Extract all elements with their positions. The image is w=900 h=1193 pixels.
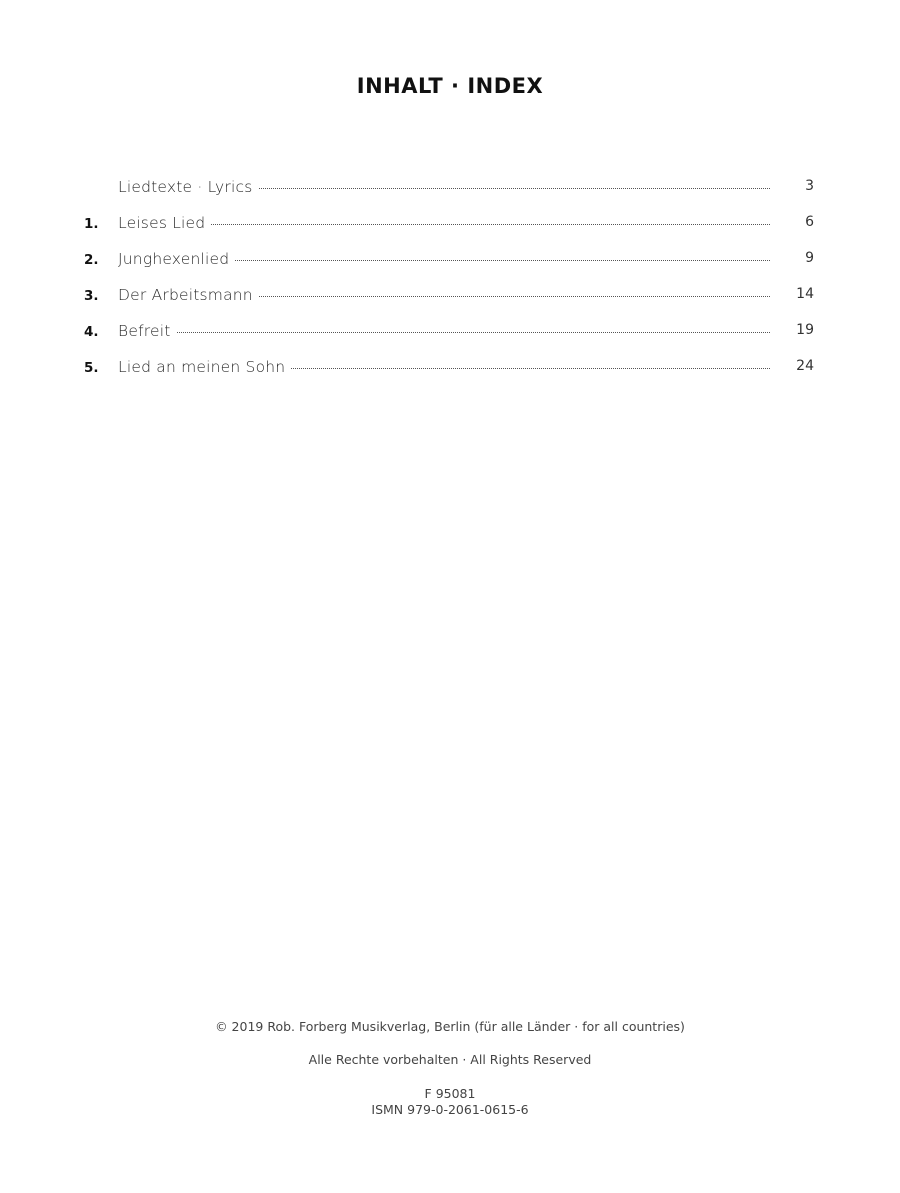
dot-leader xyxy=(177,331,771,333)
toc-entry-page: 24 xyxy=(796,358,814,374)
dot-leader xyxy=(259,187,771,189)
toc-entry-title: Lied an meinen Sohn xyxy=(118,358,286,376)
ismn-number: ISMN 979-0-2061-0615-6 xyxy=(371,1102,529,1117)
rights-notice: Alle Rechte vorbehalten · All Rights Reserved xyxy=(308,1052,592,1067)
toc-entry-title: Liedtexte · Lyrics xyxy=(118,178,253,196)
toc-entry-title: Junghexenlied xyxy=(118,250,230,268)
toc-entry-page: 6 xyxy=(805,214,814,230)
dot-leader xyxy=(235,259,770,261)
toc-entry-befreit[interactable] xyxy=(84,322,816,358)
toc-entry-lied-an-meinen-sohn[interactable] xyxy=(84,358,816,394)
toc-entry-page: 19 xyxy=(796,322,814,338)
dot-leader xyxy=(259,295,770,297)
toc-entry-junghexenlied[interactable] xyxy=(84,250,816,286)
copyright-notice: © 2019 Rob. Forberg Musikverlag, Berlin (für alle Länder · for all countries) xyxy=(215,1019,685,1034)
toc-entry-title: Der Arbeitsmann xyxy=(118,286,253,304)
toc-entry-der-arbeitsmann[interactable] xyxy=(84,286,816,322)
toc-entry-number: 1. xyxy=(84,216,99,232)
toc-entry-page: 3 xyxy=(805,178,814,194)
toc-entry-lyrics[interactable] xyxy=(84,178,816,214)
toc-entry-number: 4. xyxy=(84,324,99,340)
toc-entry-number: 5. xyxy=(84,360,99,376)
toc-entry-page: 9 xyxy=(805,250,814,266)
catalog-number: F 95081 xyxy=(424,1086,476,1101)
dot-leader xyxy=(211,223,770,225)
toc-entry-number: 3. xyxy=(84,288,99,304)
page-title: INHALT · INDEX xyxy=(356,74,544,98)
toc-entry-title: Befreit xyxy=(118,322,171,340)
dot-leader xyxy=(291,367,770,369)
toc-entry-title: Leises Lied xyxy=(118,214,206,232)
table-of-contents xyxy=(84,178,816,394)
toc-entry-page: 14 xyxy=(796,286,814,302)
toc-entry-leises-lied[interactable] xyxy=(84,214,816,250)
toc-entry-number: 2. xyxy=(84,252,99,268)
